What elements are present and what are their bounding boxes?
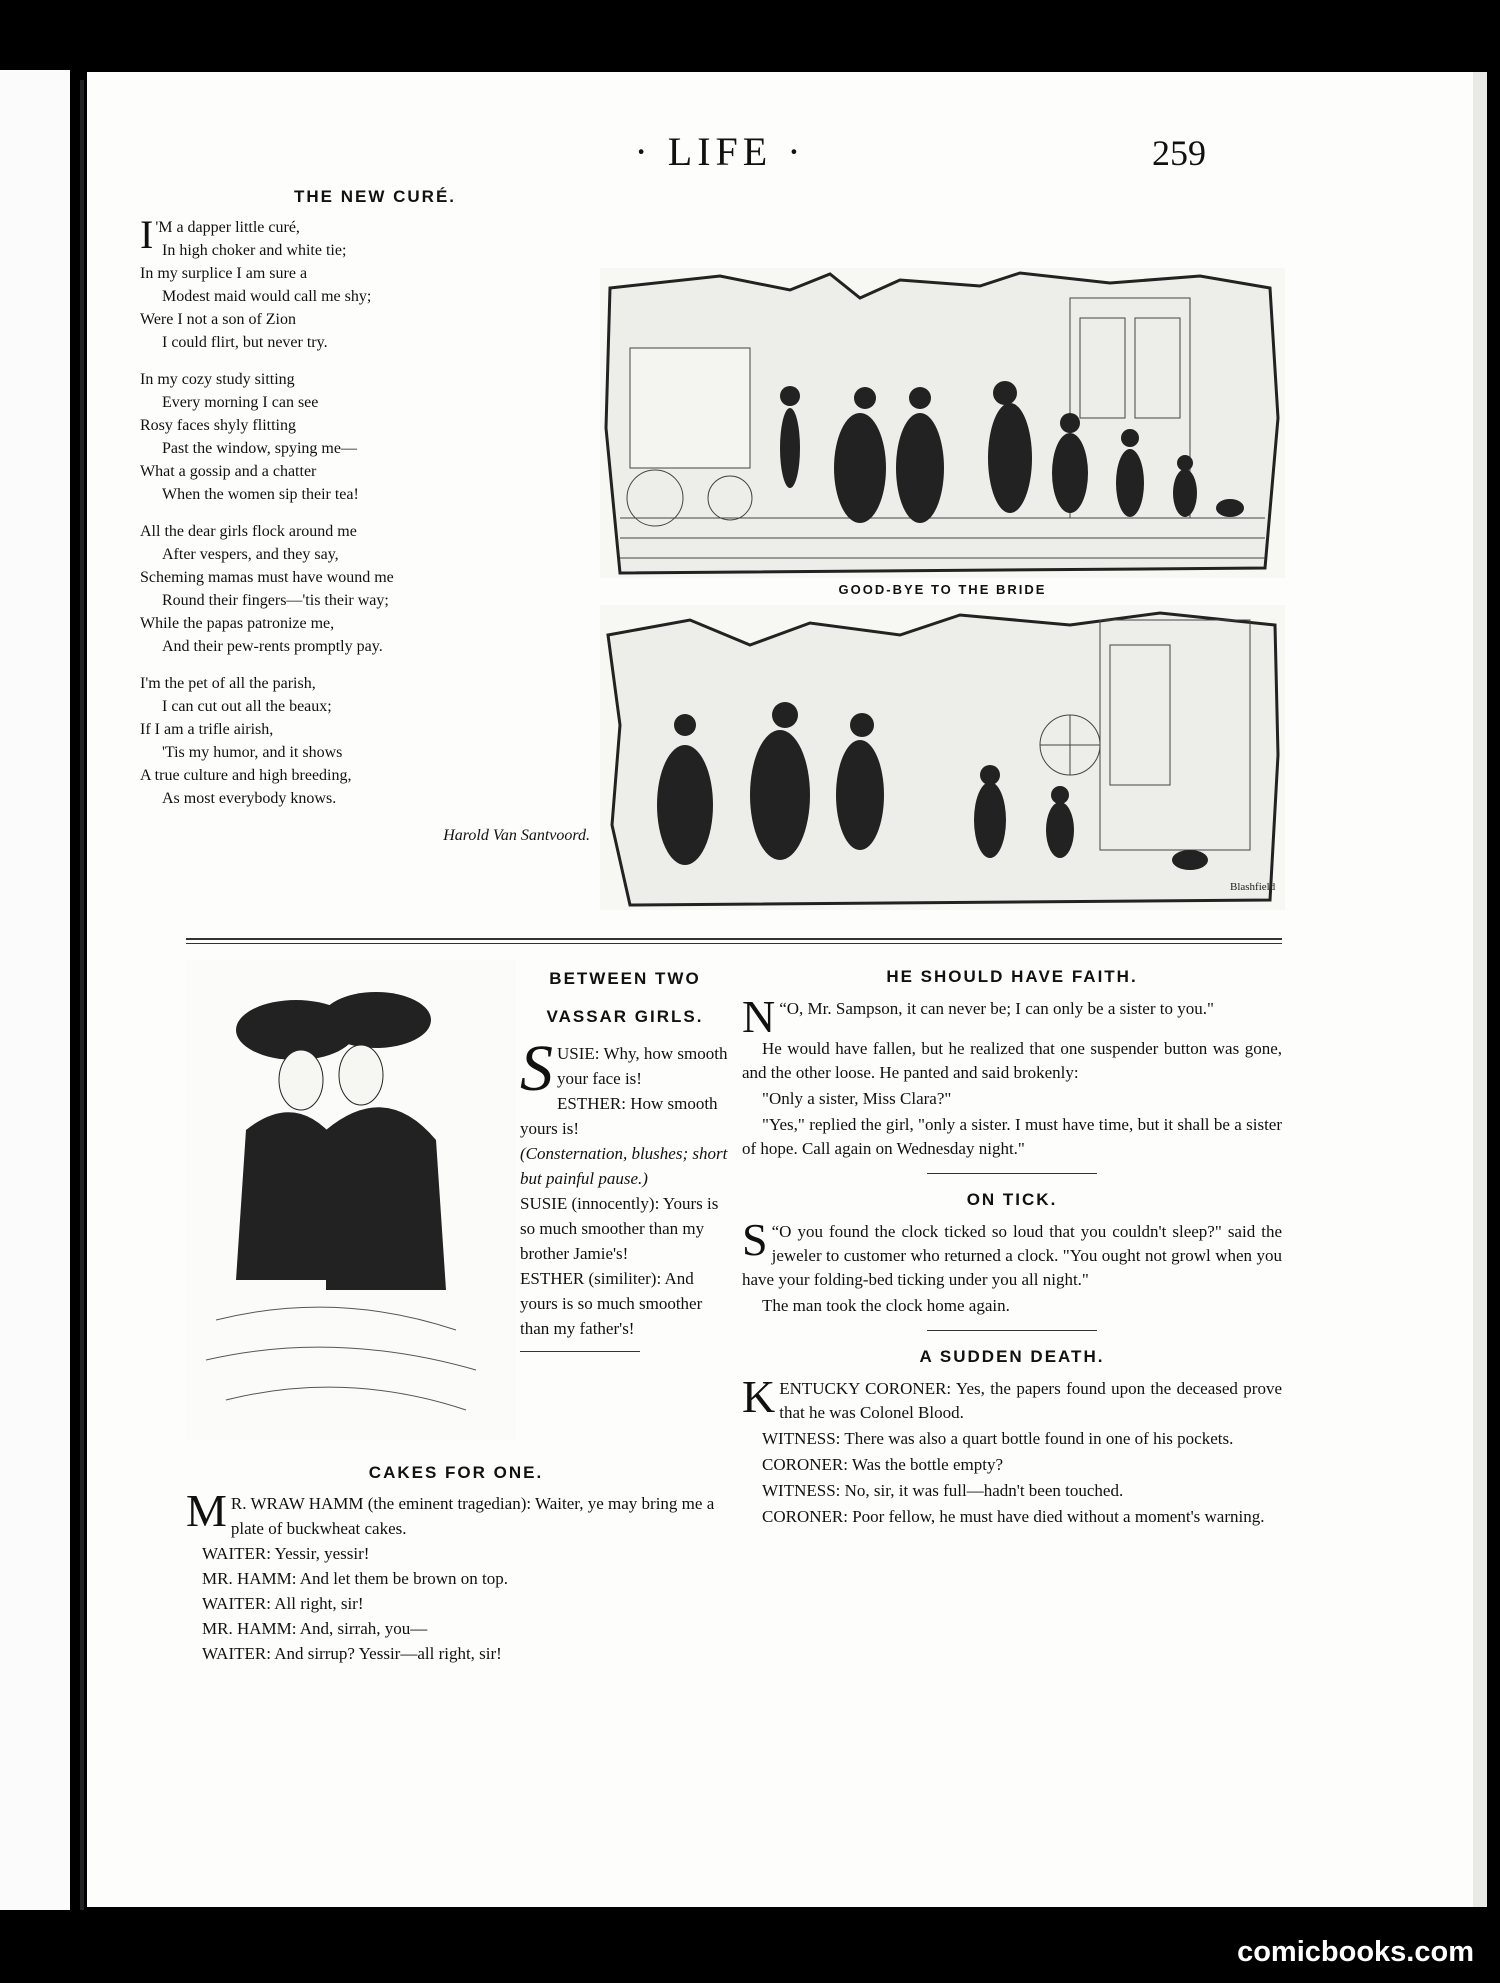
article-opening: ENTUCKY CORONER: Yes, the papers found upon the deceased prove that he was Colonel Blood. <box>779 1379 1282 1422</box>
article-paragraph: The man took the clock home again. <box>762 1296 1010 1315</box>
article-paragraph: "Yes," replied the girl, "only a sister. I must have time, but it shall be a sister of hope. Call again on Wednesday night." <box>742 1115 1282 1158</box>
poem-line: Modest maid would call me shy; <box>162 288 372 305</box>
dialogue-line: WAITER: And sirrup? Yessir—all right, sir! <box>202 1644 502 1663</box>
section-divider <box>186 943 1282 944</box>
illustration-caption: GOOD-BYE TO THE BRIDE <box>838 582 1047 597</box>
stanza-1 <box>140 212 590 354</box>
poem-line: What a gossip and a chatter <box>140 463 317 480</box>
article-cakes-for-one <box>186 1460 726 1666</box>
article-title: A SUDDEN DEATH. <box>919 1347 1105 1366</box>
poem-line: 'M a dapper little curé, <box>155 219 300 236</box>
drop-cap: N <box>742 991 776 1042</box>
stage-direction: (Consternation, blushes; short but painful pause.) <box>520 1144 728 1188</box>
article-opening: O you found the clock ticked so loud that you couldn't sleep?" said the jeweler to customer who returned a clock. "You ought not growl when you have your folding-bed ticking under you all night." <box>742 1222 1282 1289</box>
poem-line: Past the window, spying me— <box>162 440 357 457</box>
facing-page-edge <box>0 70 70 1910</box>
poem-line: Round their fingers—'tis their way; <box>162 592 389 609</box>
article-paragraph: "Only a sister, Miss Clara?" <box>762 1089 952 1108</box>
illustration-goodbye-bride-top <box>600 268 1285 578</box>
masthead-title: · LIFE · <box>634 129 806 174</box>
poem-line: As most everybody knows. <box>162 790 337 807</box>
short-divider <box>520 1351 640 1352</box>
poem-line: A true culture and high breeding, <box>140 767 352 784</box>
stanza-4 <box>140 672 590 810</box>
poem-line: While the papas patronize me, <box>140 615 335 632</box>
article-title: HE SHOULD HAVE FAITH. <box>886 967 1138 986</box>
stanza-3 <box>140 520 590 658</box>
poem-line: In my cozy study sitting <box>140 371 295 388</box>
drop-cap: S <box>742 1214 768 1265</box>
drop-cap: S <box>520 1032 553 1105</box>
short-divider <box>927 1330 1097 1331</box>
dialogue-line: ESTHER (similiter): And yours is so much smoother than my father's! <box>520 1269 703 1338</box>
scan-edge <box>1473 72 1487 1907</box>
section-divider <box>186 938 1282 940</box>
poem-line: All the dear girls flock around me <box>140 523 357 540</box>
artist-signature: Blashfield <box>1230 881 1276 893</box>
illustration-vassar-girls <box>186 960 516 1440</box>
poem-title: THE NEW CURÉ. <box>294 187 456 206</box>
dialogue-line: MR. HAMM: And let them be brown on top. <box>202 1569 508 1588</box>
poem-line: Every morning I can see <box>162 394 319 411</box>
dialogue-line: WITNESS: There was also a quart bottle found in one of his pockets. <box>762 1429 1234 1448</box>
dialogue-line: MR. HAMM: And, sirrah, you— <box>202 1619 428 1638</box>
dialogue-line: WITNESS: No, sir, it was full—hadn't been touched. <box>762 1481 1124 1500</box>
article-title: CAKES FOR ONE. <box>368 1463 544 1482</box>
page-number: 259 <box>1152 133 1206 173</box>
dialogue-line: WAITER: All right, sir! <box>202 1594 364 1613</box>
right-column: HE SHOULD HAVE FAITH. “ N O, Mr. Sampson, it can never be; I can only be a sister to you." He would have fallen, but he realized that one suspender button was gone, and the other loose. He panted and said brokenly: "Only a sister, Miss Clara?" "Yes," replied the girl, "only a sister. I must have time, but it shall be a sister of hope. Call again on Wednesday night." ON TICK. “ S O you found the clock ticked so loud that you couldn't sleep?" said the jeweler to customer who returned a clock. "You ought not growl when you have your folding-bed ticking under you all night." The man took the clock home again. A SUDDEN DEATH. KENTUCKY CORONER: Yes, the papers found upon the deceased prove that he was Colonel Blood. WITNESS: There was also a quart bottle found in one of his pockets. CORONER: Was the bottle empty? WITNESS: No, sir, it was full—hadn't been touched. CORONER: Poor fellow, he must have died without a moment's warning. <box>742 965 1282 1531</box>
article-title: ON TICK. <box>966 1190 1058 1209</box>
article-title-line2: VASSAR GIRLS. <box>546 1007 704 1026</box>
dialogue-line: CORONER: Poor fellow, he must have died without a moment's warning. <box>762 1507 1265 1526</box>
poem-line: Were I not a son of Zion <box>140 311 296 328</box>
article-title: BETWEEN TWO <box>549 969 701 988</box>
dialogue-line: SUSIE (innocently): Yours is so much smoother than my brother Jamie's! <box>520 1194 719 1263</box>
poem-author: Harold Van Santvoord. <box>443 827 590 844</box>
drop-cap: M <box>186 1485 227 1536</box>
poem-line: If I am a trifle airish, <box>140 721 274 738</box>
poem-line: Scheming mamas must have wound me <box>140 569 394 586</box>
poem-line: After vespers, and they say, <box>162 546 339 563</box>
poem-line: In high choker and white tie; <box>162 242 347 259</box>
article-opening: R. WRAW HAMM (the eminent tragedian): Waiter, ye may bring me a plate of buckwheat cakes. <box>230 1494 715 1538</box>
poem-line: When the women sip their tea! <box>162 486 359 503</box>
stanza-2 <box>140 368 590 506</box>
poem-line: I could flirt, but never try. <box>162 334 328 351</box>
dialogue-line: ESTHER: How smooth yours is! <box>520 1094 718 1138</box>
dialogue-line: WAITER: Yessir, yessir! <box>202 1544 370 1563</box>
drop-cap: I <box>140 212 154 257</box>
dialogue-line: CORONER: Was the bottle empty? <box>762 1455 1004 1474</box>
poem-line: And their pew-rents promptly pay. <box>162 638 383 655</box>
poem-line: Rosy faces shyly flitting <box>140 417 296 434</box>
dialogue-line: USIE: Why, how smooth your face is! <box>557 1044 728 1088</box>
article-paragraph: He would have fallen, but he realized that one suspender button was gone, and the other loose. He panted and said brokenly: <box>742 1039 1282 1082</box>
gutter-line <box>80 80 84 1910</box>
illustration-goodbye-bride-bottom <box>600 605 1285 910</box>
poem-the-new-cure <box>140 185 590 847</box>
poem-line: I can cut out all the beaux; <box>162 698 332 715</box>
short-divider <box>927 1173 1097 1174</box>
poem-line: In my surplice I am sure a <box>140 265 308 282</box>
poem-line: 'Tis my humor, and it shows <box>162 744 343 761</box>
drop-cap: K <box>742 1371 776 1422</box>
poem-line: I'm the pet of all the parish, <box>140 675 316 692</box>
site-watermark: comicbooks.com <box>1237 1936 1474 1968</box>
article-opening: O, Mr. Sampson, it can never be; I can only be a sister to you." <box>786 999 1214 1018</box>
article-between-two-vassar-girls <box>520 965 730 1352</box>
